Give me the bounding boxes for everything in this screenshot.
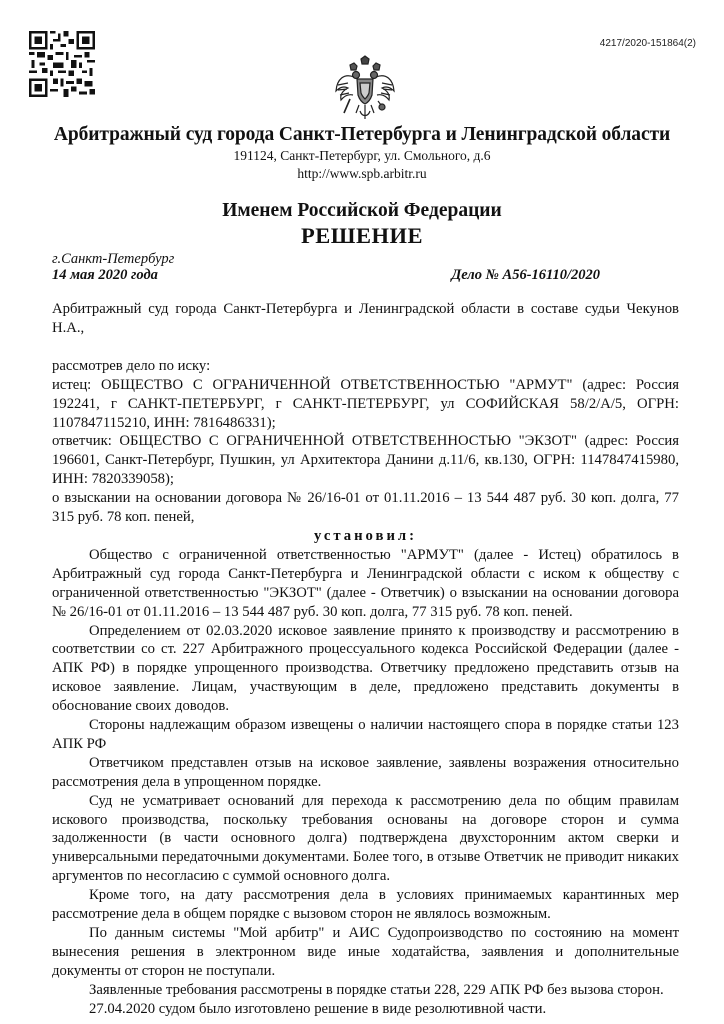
case-number: Дело № А56-16110/2020: [451, 267, 600, 283]
considering-line: рассмотрев дело по иску:: [52, 357, 211, 374]
decision-date: 14 мая 2020 года: [52, 267, 158, 283]
body-paragraph: Суд не усматривает оснований для перехода к рассмотрению дела по общим правилам искового производства, поскольку требования основаны на договоре сторон и сумма задолженности (в части основного долга) подтверждена двухсторонним актом сверки и универсальными передаточными документами. Более того, в отзыве Ответчик не приводит никаких аргументов по несогласию с суммой основного долга.: [52, 792, 679, 885]
body-paragraph: По данным системы "Мой арбитр" и АИС Судопроизводство по состоянию на момент вынесения решения в электронном виде иные ходатайства, заявления и дополнительные документы от сторон не поступали.: [52, 925, 679, 979]
intro-paragraph: Арбитражный суд города Санкт-Петербурга и Ленинградской области в составе судьи Чекунов Н.А.,: [52, 301, 679, 336]
court-name: Арбитражный суд города Санкт-Петербурга и Ленинградской области: [53, 124, 671, 145]
qr-code-icon: [29, 31, 95, 97]
body-paragraph: Заявленные требования рассмотрены в порядке статьи 228, 229 АПК РФ без вызова сторон.: [89, 981, 664, 998]
document-id: 4217/2020-151864(2): [599, 38, 696, 49]
established-heading: установил:: [313, 527, 418, 544]
document-body: [52, 300, 679, 1019]
decision-title: РЕШЕНИЕ: [301, 223, 423, 248]
plaintiff-paragraph: истец: ОБЩЕСТВО С ОГРАНИЧЕННОЙ ОТВЕТСТВЕННОСТЬЮ "АРМУТ" (адрес: Россия 192241, г САНКТ-ПЕТЕРБУРГ, г САНКТ-ПЕТЕРБУРГ, ул СОФИЙСКАЯ 58/2/А/5, ОГРН: 1107847115210, ИНН: 7816486331);: [52, 376, 679, 431]
coat-of-arms-icon: [332, 55, 398, 125]
in-the-name-heading: Именем Российской Федерации: [222, 200, 502, 221]
city: г.Санкт-Петербург: [52, 251, 175, 267]
court-website-link[interactable]: http://www.spb.arbitr.ru: [297, 166, 427, 181]
defendant-paragraph: ответчик: ОБЩЕСТВО С ОГРАНИЧЕННОЙ ОТВЕТСТВЕННОСТЬЮ "ЭКЗОТ" (адрес: Россия 196601, Санкт-Петербург, Пушкин, ул Архитектора Данини д.11/6, кв.130, ОГРН: 1147847415980, ИНН: 7820339058);: [52, 433, 679, 488]
body-paragraph: Общество с ограниченной ответственностью "АРМУТ" (далее - Истец) обратилось в Арбитражный суд города Санкт-Петербурга и Ленинградской области с иском к обществу с ограниченной ответственностью "ЭКЗОТ" (далее - Ответчик) о взыскании на основании договора № 26/16-01 от 01.11.2016 – 13 544 487 руб. 30 коп. долга, 77 315 руб. 78 коп. пеней.: [52, 546, 679, 620]
body-paragraph: Стороны надлежащим образом извещены о наличии настоящего спора в порядке статьи 123 АПК РФ: [52, 717, 679, 752]
body-paragraph: Определением от 02.03.2020 исковое заявление принято к производству и рассмотрению в соответствии со ст. 227 Арбитражного процессуального кодекса Российской Федерации (далее - АПК РФ) в порядке упрощенного производства. Ответчику предложено представить отзыв на исковое заявление. Лицам, участвующим в деле, предложено представить документы в обоснование своих доводов.: [52, 622, 679, 715]
spacer: [52, 338, 679, 357]
court-address: 191124, Санкт-Петербург, ул. Смольного, д.6: [233, 148, 491, 163]
claim-paragraph: о взыскании на основании договора № 26/16-01 от 01.11.2016 – 13 544 487 руб. 30 коп. долга, 77 315 руб. 78 коп. пеней,: [52, 490, 679, 526]
body-paragraph: Кроме того, на дату рассмотрения дела в условиях принимаемых карантинных мер рассмотрение дела в общем порядке с вызовом сторон не являлось возможным.: [52, 887, 679, 923]
body-paragraph: Ответчиком представлен отзыв на исковое заявление, заявлены возражения относительно рассмотрения дела в упрощенном порядке.: [52, 754, 679, 790]
body-paragraph: 27.04.2020 судом было изготовлено решение в виде резолютивной части.: [89, 1000, 547, 1017]
